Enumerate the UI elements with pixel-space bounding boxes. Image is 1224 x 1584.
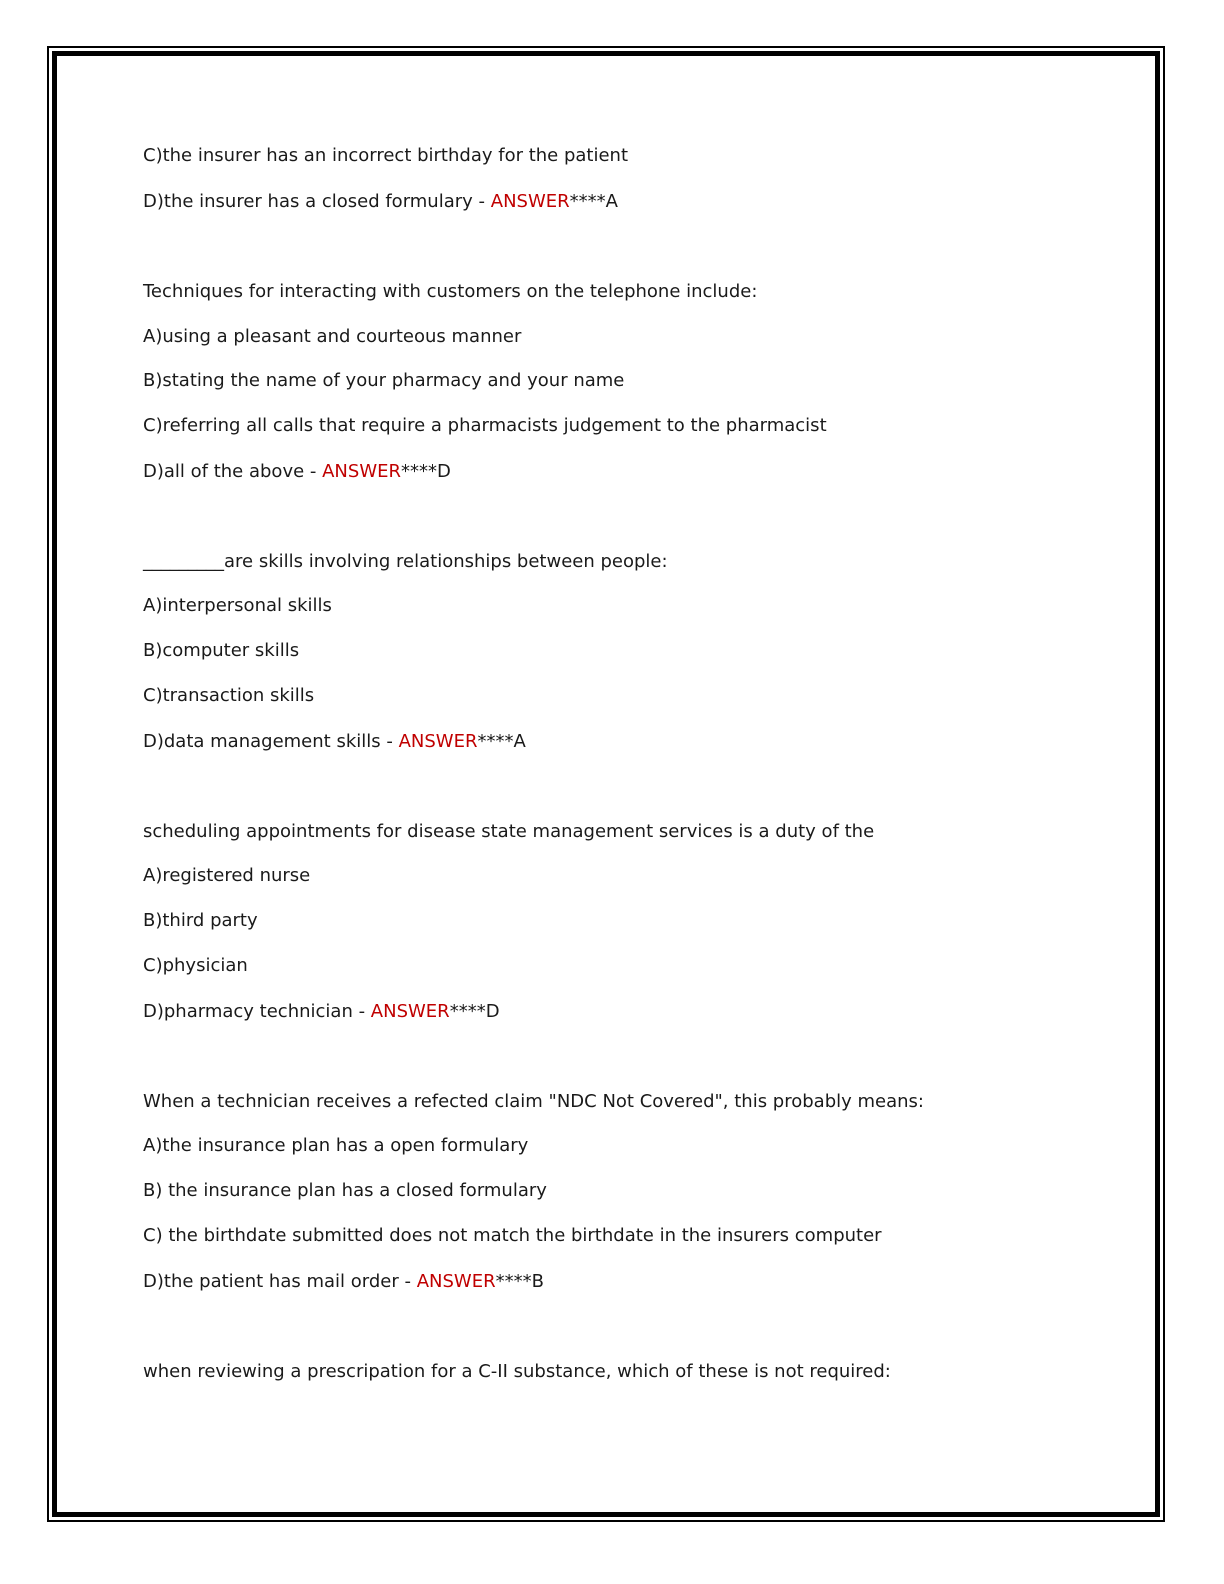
- answer-label: ANSWER: [490, 191, 570, 212]
- line-text: A)interpersonal skills: [143, 595, 332, 616]
- answer-value: ****A: [477, 731, 526, 752]
- line-text: D)all of the above -: [143, 461, 323, 482]
- line-text: C)the insurer has an incorrect birthday for the patient: [143, 145, 629, 166]
- answer-value: ****D: [401, 461, 451, 482]
- line-text: D)the patient has mail order -: [143, 1271, 417, 1292]
- line-text: scheduling appointments for disease state management services is a duty of the: [143, 821, 875, 842]
- question-text: [143, 281, 757, 303]
- line-text: C)transaction skills: [143, 685, 315, 706]
- answer-label: ANSWER: [416, 1271, 496, 1292]
- answer-option-d: [143, 731, 526, 753]
- line-text: when reviewing a prescripation for a C-II substance, which of these is not required:: [143, 1361, 891, 1382]
- answer-option-c: [143, 415, 827, 437]
- line-text: C)physician: [143, 955, 248, 976]
- answer-label: ANSWER: [398, 731, 478, 752]
- answer-option-b: [143, 910, 258, 932]
- answer-option-c: [143, 145, 628, 167]
- line-text: C)referring all calls that require a pharmacists judgement to the pharmacist: [143, 415, 827, 436]
- line-text: C) the birthdate submitted does not match the birthdate in the insurers computer: [143, 1225, 882, 1246]
- line-text: B)computer skills: [143, 640, 300, 661]
- line-text: _________are skills involving relationships between people:: [143, 551, 668, 572]
- answer-option-b: [143, 370, 624, 392]
- line-text: B)third party: [143, 910, 258, 931]
- answer-option-a: [143, 326, 521, 348]
- line-text: D)the insurer has a closed formulary -: [143, 191, 491, 212]
- answer-option-a: [143, 595, 332, 617]
- answer-option-b: [143, 1180, 547, 1202]
- answer-label: ANSWER: [370, 1001, 450, 1022]
- line-text: D)pharmacy technician -: [143, 1001, 371, 1022]
- question-text: [143, 821, 874, 843]
- answer-option-d: [143, 191, 618, 213]
- page-border-inner: [52, 51, 1160, 1517]
- answer-option-a: [143, 1135, 528, 1157]
- line-text: When a technician receives a refected claim "NDC Not Covered", this probably means:: [143, 1091, 924, 1112]
- line-text: A)using a pleasant and courteous manner: [143, 326, 522, 347]
- line-text: Techniques for interacting with customers on the telephone include:: [143, 281, 758, 302]
- question-text: [143, 551, 668, 573]
- answer-option-d: [143, 461, 451, 483]
- answer-label: ANSWER: [322, 461, 401, 482]
- answer-option-c: [143, 685, 314, 707]
- answer-option-a: [143, 865, 310, 887]
- line-text: A)registered nurse: [143, 865, 311, 886]
- answer-option-c: [143, 955, 248, 977]
- question-text: [143, 1361, 891, 1383]
- line-text: D)data management skills -: [143, 731, 399, 752]
- line-text: A)the insurance plan has a open formulary: [143, 1135, 529, 1156]
- answer-option-d: [143, 1001, 500, 1023]
- answer-option-c: [143, 1225, 882, 1247]
- answer-value: ****B: [495, 1271, 544, 1292]
- answer-option-b: [143, 640, 299, 662]
- question-text: [143, 1091, 924, 1113]
- answer-value: ****A: [569, 191, 618, 212]
- answer-option-d: [143, 1271, 544, 1293]
- line-text: B)stating the name of your pharmacy and your name: [143, 370, 625, 391]
- answer-value: ****D: [449, 1001, 500, 1022]
- line-text: B) the insurance plan has a closed formulary: [143, 1180, 547, 1201]
